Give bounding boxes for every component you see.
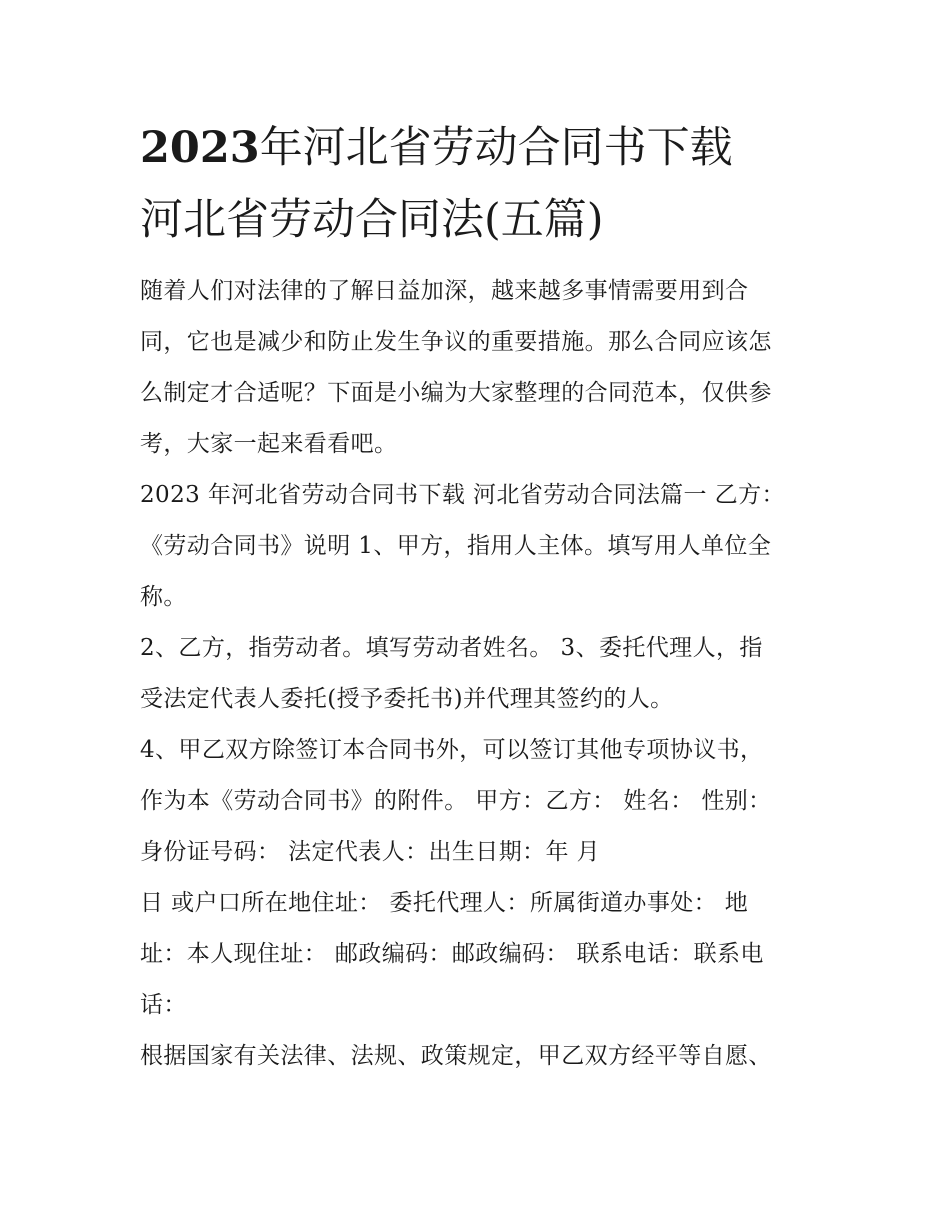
text-line: 址：本人现住址： 邮政编码：邮政编码： 联系电话：联系电 bbox=[140, 941, 764, 967]
text-line: 受法定代表人委托(授予委托书)并代理其签约的人。 bbox=[140, 686, 674, 712]
paragraph bbox=[140, 878, 820, 1031]
text-line: 话： bbox=[140, 992, 187, 1018]
text-line: 身份证号码： 法定代表人：出生日期：年 月 bbox=[140, 839, 601, 865]
text-line: 2、乙方，指劳动者。填写劳动者姓名。 3、委托代理人，指 bbox=[140, 635, 763, 661]
text-line: 同，它也是减少和防止发生争议的重要措施。那么合同应该怎 bbox=[140, 329, 772, 355]
title-line-1 bbox=[140, 112, 820, 184]
paragraph bbox=[140, 470, 820, 623]
document-title bbox=[140, 112, 820, 256]
text-line: 4、甲乙双方除签订本合同书外，可以签订其他专项协议书， bbox=[140, 737, 764, 763]
document-page bbox=[140, 112, 820, 1082]
paragraph bbox=[140, 725, 820, 878]
text-line: 么制定才合适呢？下面是小编为大家整理的合同范本，仅供参 bbox=[140, 380, 772, 406]
text-line: 根据国家有关法律、法规、政策规定，甲乙双方经平等自愿、 bbox=[140, 1043, 772, 1069]
paragraph bbox=[140, 266, 820, 470]
paragraph bbox=[140, 623, 820, 725]
text-line: 日 或户口所在地住址： 委托代理人：所属街道办事处： 地 bbox=[140, 890, 749, 916]
paragraph bbox=[140, 1031, 820, 1082]
text-line: 《劳动合同书》说明 1、甲方，指用人主体。填写用人单位全 bbox=[140, 533, 772, 559]
text-line: 考，大家一起来看看吧。 bbox=[140, 431, 398, 457]
title-year: 2023 bbox=[140, 123, 260, 173]
text-line: 称。 bbox=[140, 584, 187, 610]
title-line-2: 河北省劳动合同法(五篇) bbox=[140, 195, 604, 245]
title-line-1-text: 年河北省劳动合同书下载 bbox=[259, 123, 733, 173]
text-line: 作为本《劳动合同书》的附件。 甲方：乙方： 姓名： 性别： bbox=[140, 788, 772, 814]
document-body bbox=[140, 266, 820, 1082]
text-line: 2023 年河北省劳动合同书下载 河北省劳动合同法篇一 乙方： bbox=[140, 482, 785, 508]
text-line: 随着人们对法律的了解日益加深，越来越多事情需要用到合 bbox=[140, 278, 749, 304]
